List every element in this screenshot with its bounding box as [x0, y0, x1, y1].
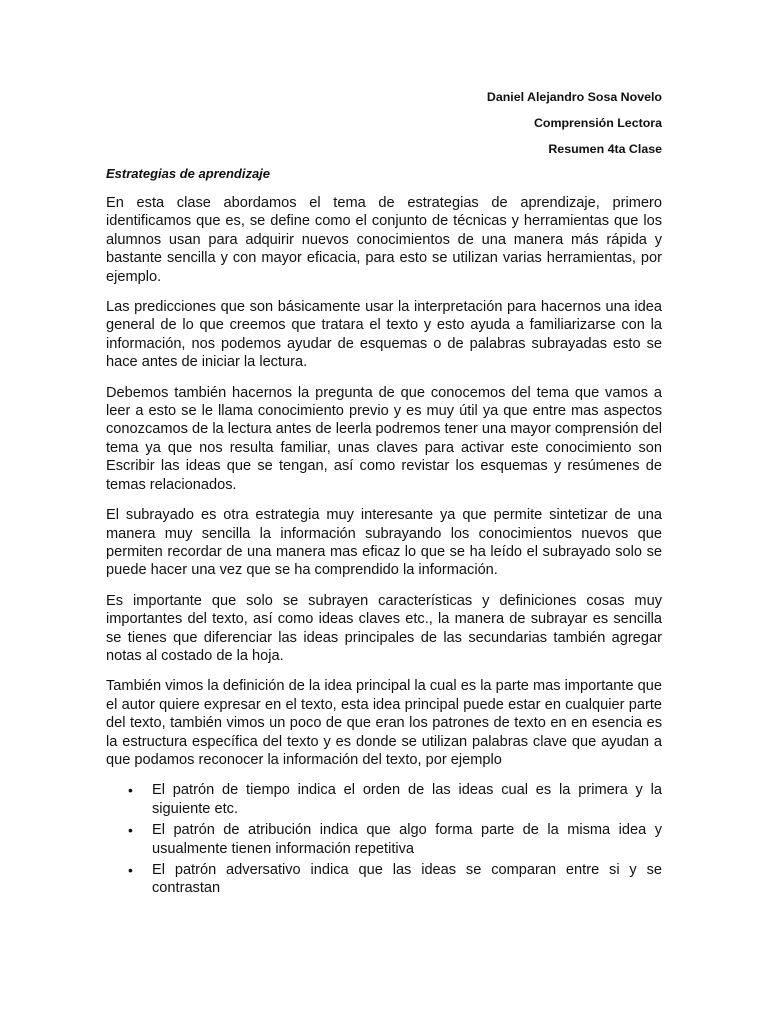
list-item-text: El patrón adversativo indica que las ideas se comparan entre si y se contrastan — [152, 862, 662, 897]
paragraph-conocimiento-previo: Debemos también hacernos la pregunta de que conocemos del tema que vamos a leer a esto se le llama conocimiento previo y es muy útil ya que entre mas aspectos conozcamos de la lectura antes de leerla podremos tener una mayor comprensión del tema ya que nos resulta familiar, unas claves para activar este conocimiento son Escribir las ideas que se tengan, así como revistar los esquemas y resúmenes de temas relacionados. — [106, 384, 662, 493]
bullet-icon: • — [128, 822, 133, 839]
list-item-text: El patrón de atribución indica que algo forma parte de la misma idea y usualmente tienen información repetitiva — [152, 822, 662, 857]
document-page — [106, 84, 662, 901]
author-name: Daniel Alejandro Sosa Novelo — [486, 90, 662, 104]
bullet-icon: • — [128, 782, 133, 799]
list-item — [106, 821, 662, 858]
paragraph-idea-principal: También vimos la definición de la idea principal la cual es la parte mas importante que el autor quiere expresar en el texto, esta idea principal puede estar en cualquier parte del texto, también vimos un poco de que eran los patrones de texto en en esencia es la estructura específica del texto y es donde se utilizan palabras clave que ayudan a que podamos reconocer la información del texto, por ejemplo — [106, 678, 662, 768]
course-name: Comprensión Lectora — [533, 116, 662, 130]
paragraph-subrayar-importante: Es importante que solo se subrayen características y definiciones cosas muy importantes del texto, así como ideas claves etc., la manera de subrayar es sencilla se tienes que diferenciar las ideas principales de las secundarias también agregar notas al costado de la hoja. — [106, 592, 662, 664]
summary-label: Resumen 4ta Clase — [548, 142, 662, 156]
list-item — [106, 861, 662, 898]
paragraph-subrayado: El subrayado es otra estrategia muy interesante ya que permite sintetizar de una manera muy sencilla la información subrayando los conocimientos nuevos que permiten recordar de una manera mas eficaz lo que se ha leído el subrayado solo se puede hacer una vez que se ha comprendido la información. — [106, 507, 662, 579]
paragraph-intro: En esta clase abordamos el tema de estrategias de aprendizaje, primero identificamos que es, se define como el conjunto de técnicas y herramientas que los alumnos usan para adquirir nuevos conocimientos de una manera más rápida y bastante sencilla y con mayor eficacia, para esto se utilizan varias herramientas, por ejemplo. — [106, 195, 662, 285]
section-title: Estrategias de aprendizaje — [106, 166, 271, 181]
bullet-icon: • — [128, 862, 133, 878]
list-item — [106, 781, 662, 818]
list-item-text: El patrón de tiempo indica el orden de las ideas cual es la primera y la siguiente etc. — [152, 782, 662, 817]
patterns-list — [106, 781, 662, 897]
paragraph-predicciones: Las predicciones que son básicamente usar la interpretación para hacernos una idea general de lo que creemos que tratara el texto y esto ayuda a familiarizarse con la información, nos podemos ayudar de esquemas o de palabras subrayadas esto se hace antes de iniciar la lectura. — [106, 299, 662, 371]
